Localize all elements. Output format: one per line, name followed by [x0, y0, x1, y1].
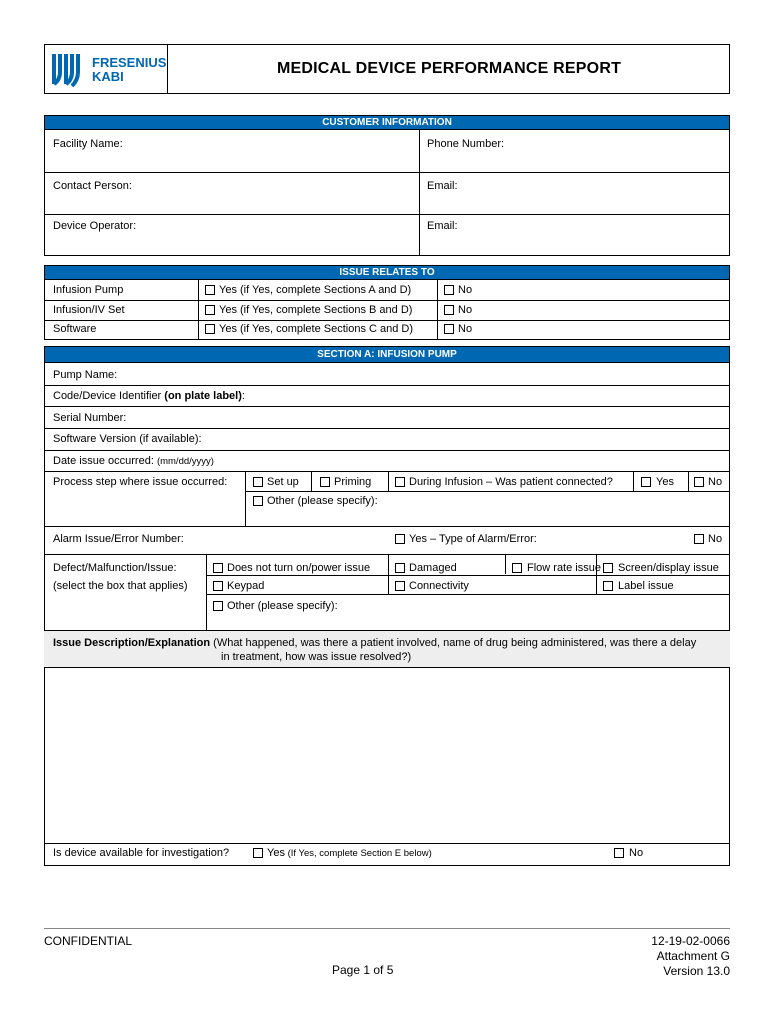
logo-text: [92, 56, 166, 84]
row-divider: [44, 554, 730, 555]
footer-divider: [44, 928, 730, 929]
issue-software-yes-checkbox[interactable]: [205, 324, 215, 334]
damaged-label: Damaged: [409, 562, 457, 574]
issue-iv-set-yes-checkbox[interactable]: [205, 305, 215, 315]
issue-infusion-pump-label: Infusion Pump: [53, 284, 124, 296]
issue-col-divider: [437, 280, 438, 340]
issue-description-title: Issue Description/Explanation: [53, 637, 211, 649]
label-issue-checkbox[interactable]: [603, 581, 613, 591]
customer-divider: [419, 130, 420, 256]
alarm-yes-checkbox[interactable]: [395, 534, 405, 544]
issue-relates-heading: ISSUE RELATES TO: [44, 265, 730, 280]
contact-email-field[interactable]: Email:: [427, 180, 458, 192]
code-device-identifier-field[interactable]: [53, 390, 245, 403]
date-label: Date issue occurred:: [53, 455, 157, 467]
issue-infusion-pump-no-checkbox[interactable]: [444, 285, 454, 295]
process-col-divider: [311, 471, 312, 491]
customer-information-heading: CUSTOMER INFORMATION: [44, 115, 730, 130]
process-col-divider: [688, 471, 689, 491]
row-divider: [44, 214, 730, 215]
logo-line-1: FRESENIUS: [92, 55, 167, 70]
code-label: Code/Device Identifier: [53, 390, 165, 402]
row-divider: [206, 594, 730, 595]
page-number: Page 1 of 5: [332, 963, 394, 977]
defect-label: Defect/Malfunction/Issue:: [53, 562, 177, 574]
issue-software-yes-label: Yes (if Yes, complete Sections C and D): [219, 323, 414, 335]
customer-information-table: [44, 115, 730, 256]
issue-infusion-pump-yes-label: Yes (if Yes, complete Sections A and D): [219, 284, 412, 296]
available-yes-checkbox[interactable]: [253, 848, 263, 858]
defect-sublabel: (select the box that applies): [53, 580, 188, 592]
available-yes-text: Yes: [267, 847, 285, 859]
row-divider: [44, 428, 730, 429]
attachment-label: Attachment G: [656, 949, 730, 963]
flow-rate-label: Flow rate issue: [527, 562, 601, 574]
patient-connected-no-checkbox[interactable]: [694, 477, 704, 487]
row-divider: [44, 406, 730, 407]
issue-software-no-label: No: [458, 323, 473, 335]
row-divider: [44, 471, 730, 472]
issue-description-line-1: [53, 637, 696, 650]
row-divider: [44, 526, 730, 527]
connectivity-label: Connectivity: [409, 580, 469, 592]
defect-other-label[interactable]: Other (please specify):: [227, 600, 338, 612]
process-col-divider: [633, 471, 634, 491]
document-number: 12-19-02-0066: [651, 934, 730, 948]
row-divider: [44, 843, 730, 844]
contact-person-field[interactable]: Contact Person:: [53, 180, 132, 192]
issue-description-textarea[interactable]: [45, 668, 729, 843]
process-col-divider: [388, 471, 389, 491]
alarm-yes-label[interactable]: Yes – Type of Alarm/Error:: [409, 533, 537, 545]
keypad-label: Keypad: [227, 580, 265, 592]
code-label-colon: :: [241, 390, 245, 402]
date-format: (mm/dd/yyyy): [156, 456, 214, 467]
date-issue-occurred-field[interactable]: [53, 455, 214, 468]
keypad-checkbox[interactable]: [213, 581, 223, 591]
issue-description-line-2: in treatment, how was issue resolved?): [221, 651, 412, 663]
damaged-checkbox[interactable]: [395, 563, 405, 573]
row-divider: [206, 575, 730, 576]
issue-infusion-pump-no-label: No: [458, 284, 473, 296]
process-step-label: Process step where issue occurred:: [53, 476, 228, 488]
row-divider: [44, 172, 730, 173]
version-label: Version 13.0: [663, 964, 730, 978]
issue-software-label: Software: [53, 323, 97, 335]
serial-number-field[interactable]: Serial Number:: [53, 412, 127, 424]
process-col-divider: [245, 471, 246, 526]
logo-line-2: KABI: [92, 69, 124, 84]
alarm-no-label: No: [708, 533, 723, 545]
patient-connected-yes-label: Yes: [656, 476, 674, 488]
available-yes-label: [267, 847, 432, 860]
defect-col-divider: [206, 554, 207, 630]
not-turn-on-checkbox[interactable]: [213, 563, 223, 573]
device-available-label: Is device available for investigation?: [53, 847, 230, 859]
issue-col-divider: [198, 280, 199, 340]
setup-checkbox[interactable]: [253, 477, 263, 487]
issue-description-text: (What happened, was there a patient involved, name of drug being administered, was there a delay: [210, 637, 697, 649]
defect-other-checkbox[interactable]: [213, 601, 223, 611]
issue-iv-set-no-label: No: [458, 304, 473, 316]
issue-iv-set-no-checkbox[interactable]: [444, 305, 454, 315]
logo: [44, 44, 168, 94]
not-turn-on-label: Does not turn on/power issue: [227, 562, 371, 574]
confidential-label: CONFIDENTIAL: [44, 934, 133, 948]
connectivity-checkbox[interactable]: [395, 581, 405, 591]
patient-connected-yes-checkbox[interactable]: [641, 477, 651, 487]
page-title: MEDICAL DEVICE PERFORMANCE REPORT: [276, 60, 622, 77]
available-no-checkbox[interactable]: [614, 848, 624, 858]
patient-connected-no-label: No: [708, 476, 723, 488]
operator-email-field[interactable]: Email:: [427, 220, 458, 232]
issue-software-no-checkbox[interactable]: [444, 324, 454, 334]
screen-display-label: Screen/display issue: [618, 562, 719, 574]
row-divider: [44, 385, 730, 386]
row-divider: [44, 450, 730, 451]
during-infusion-label: During Infusion – Was patient connected?: [409, 476, 613, 488]
device-operator-field[interactable]: Device Operator:: [53, 220, 137, 232]
row-divider: [44, 320, 730, 321]
available-yes-note: (If Yes, complete Section E below): [284, 848, 432, 859]
priming-checkbox[interactable]: [320, 477, 330, 487]
process-other-checkbox[interactable]: [253, 496, 263, 506]
process-other-label[interactable]: Other (please specify):: [267, 495, 378, 507]
issue-infusion-pump-yes-checkbox[interactable]: [205, 285, 215, 295]
row-divider: [44, 300, 730, 301]
setup-label: Set up: [267, 476, 299, 488]
section-a-heading: SECTION A: INFUSION PUMP: [44, 346, 730, 363]
issue-iv-set-label: Infusion/IV Set: [53, 304, 125, 316]
available-no-label: No: [629, 847, 644, 859]
issue-iv-set-yes-label: Yes (if Yes, complete Sections B and D): [219, 304, 413, 316]
flow-rate-checkbox[interactable]: [512, 563, 522, 573]
pump-name-field[interactable]: Pump Name:: [53, 369, 118, 381]
screen-display-checkbox[interactable]: [603, 563, 613, 573]
row-divider: [245, 491, 730, 492]
defect-col-divider: [505, 554, 506, 574]
during-infusion-checkbox[interactable]: [395, 477, 405, 487]
phone-number-field[interactable]: Phone Number:: [427, 138, 505, 150]
priming-label: Priming: [334, 476, 372, 488]
label-issue-label: Label issue: [618, 580, 674, 592]
fresenius-kabi-logo-icon: [50, 50, 90, 90]
software-version-field[interactable]: Software Version (if available):: [53, 433, 202, 445]
alarm-issue-label: Alarm Issue/Error Number:: [53, 533, 184, 545]
defect-col-divider: [388, 554, 389, 594]
alarm-no-checkbox[interactable]: [694, 534, 704, 544]
code-label-bold: (on plate label): [164, 390, 242, 402]
facility-name-field[interactable]: Facility Name:: [53, 138, 123, 150]
